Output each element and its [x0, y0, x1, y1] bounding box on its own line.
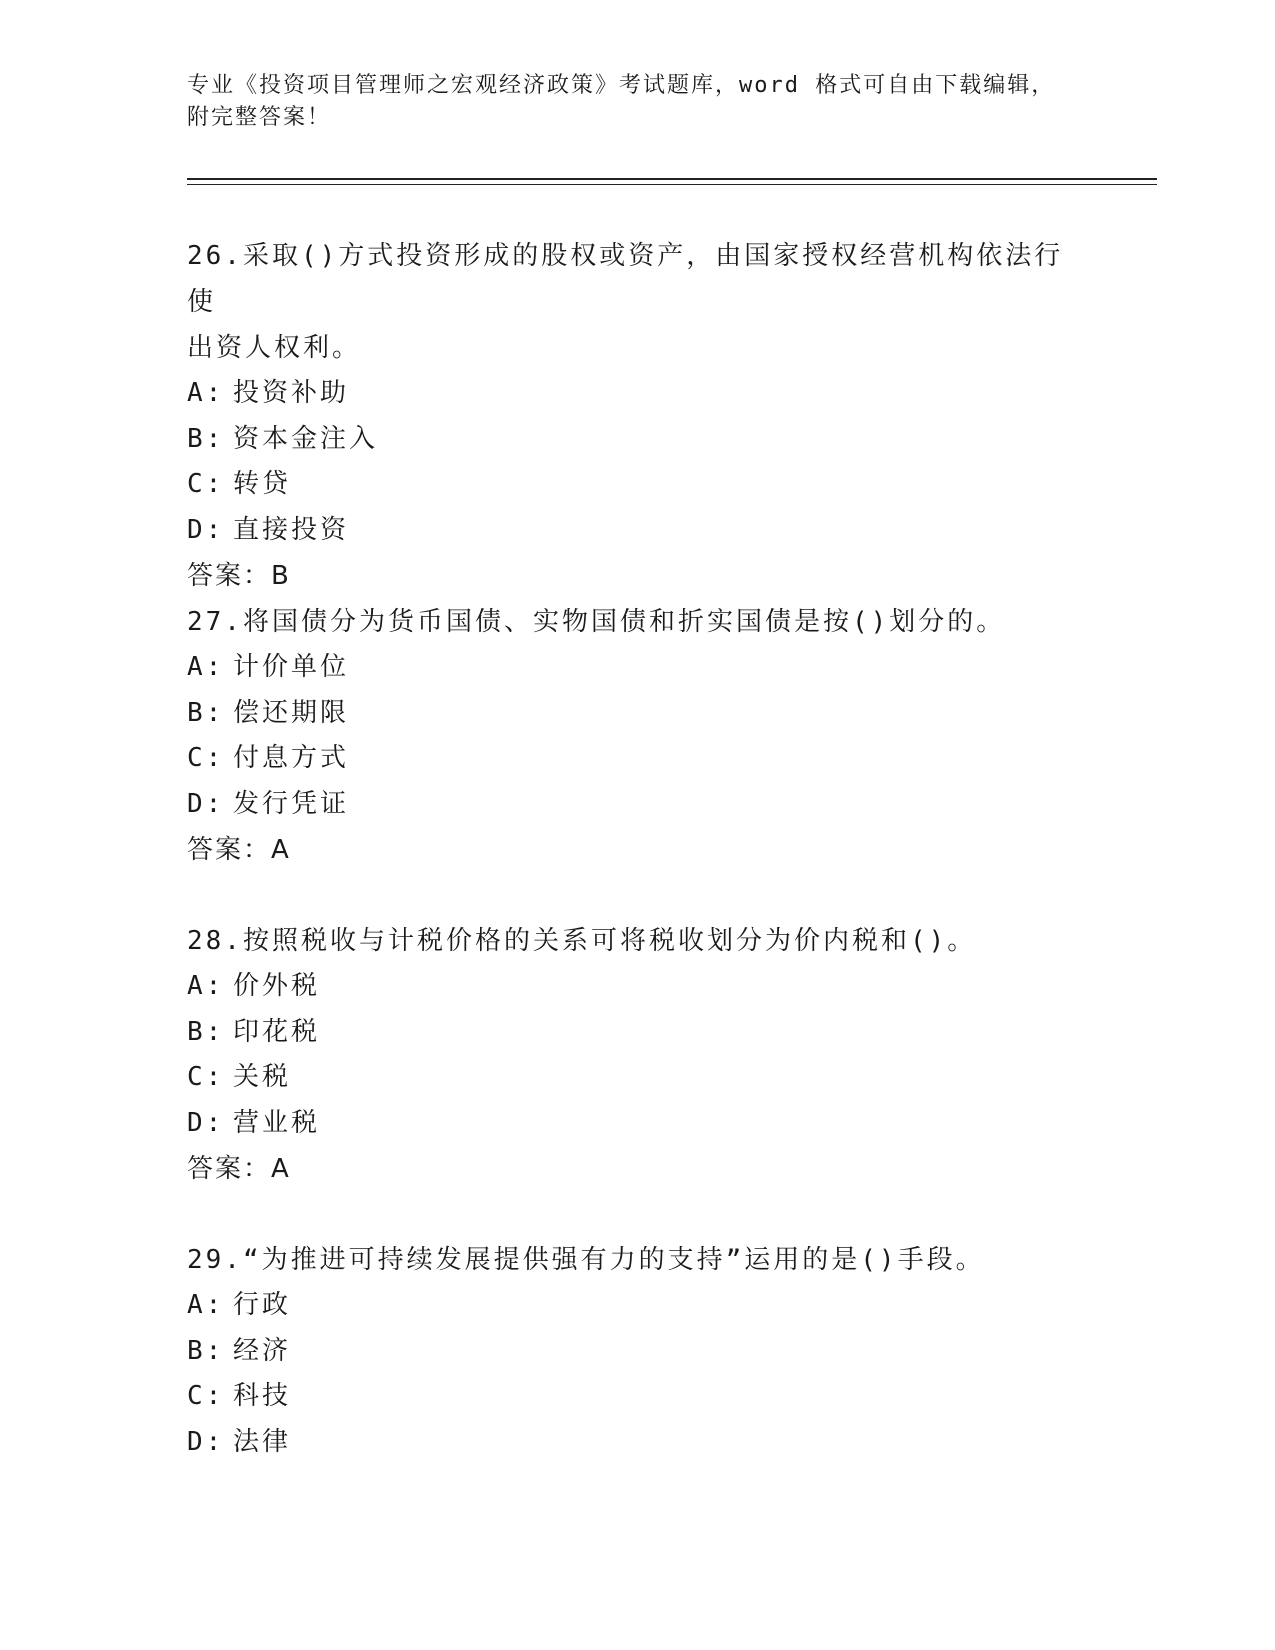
question-stem-line: 27.将国债分为货币国债、实物国债和折实国债是按()划分的。: [187, 607, 1006, 637]
option-text: 关税: [233, 1062, 292, 1092]
option-text: 计价单位: [233, 652, 350, 682]
question-stem: [187, 599, 1087, 645]
question-stem-line: 29.“为推进可持续发展提供强有力的支持”运用的是()手段。: [187, 1245, 985, 1275]
option-a: [187, 371, 1087, 417]
option-text: 资本金注入: [233, 423, 379, 454]
option-label: D:: [187, 788, 225, 819]
option-label: B:: [187, 1016, 225, 1047]
option-c: [187, 1374, 1087, 1420]
option-text: 发行凭证: [233, 788, 350, 819]
answer-line: 答案：A: [187, 1154, 291, 1184]
question-26: [187, 233, 1087, 599]
question-27: [187, 599, 1087, 873]
question-stem: [187, 1237, 1087, 1283]
option-a: [187, 1283, 1087, 1329]
option-label: A:: [187, 378, 225, 408]
option-c: [187, 1055, 1087, 1101]
option-c: [187, 736, 1087, 782]
document-header: [187, 70, 1087, 134]
option-d: [187, 1420, 1087, 1466]
option-label: D:: [187, 1426, 225, 1457]
option-b: [187, 691, 1087, 737]
option-text: 直接投资: [233, 514, 350, 545]
option-text: 偿还期限: [233, 697, 350, 728]
header-divider-thick: [187, 178, 1157, 180]
question-28: [187, 918, 1087, 1192]
question-stem: [187, 233, 1087, 371]
option-label: C:: [187, 1062, 225, 1092]
option-d: [187, 782, 1087, 828]
question-stem-line: 26.采取()方式投资形成的股权或资产，由国家授权经营机构依法行使: [187, 241, 1064, 317]
option-text: 价外税: [233, 971, 321, 1001]
option-d: [187, 1101, 1087, 1147]
option-label: D:: [187, 514, 225, 545]
option-b: [187, 1329, 1087, 1375]
question-stem: [187, 918, 1087, 964]
option-label: A:: [187, 971, 225, 1001]
option-label: C:: [187, 743, 225, 773]
option-a: [187, 964, 1087, 1010]
option-label: B:: [187, 697, 225, 728]
option-a: [187, 645, 1087, 691]
option-label: B:: [187, 1335, 225, 1366]
option-b: [187, 1010, 1087, 1056]
option-text: 印花税: [233, 1016, 321, 1047]
question-stem-line: 28.按照税收与计税价格的关系可将税收划分为价内税和()。: [187, 926, 977, 956]
option-label: C:: [187, 1381, 225, 1411]
option-text: 行政: [233, 1290, 292, 1320]
option-text: 转贷: [233, 469, 292, 499]
question-29: [187, 1237, 1087, 1465]
header-line-1: 专业《投资项目管理师之宏观经济政策》考试题库，word 格式可自由下载编辑，: [187, 73, 1056, 98]
option-label: B:: [187, 423, 225, 454]
header-divider-thin: [187, 184, 1157, 185]
option-text: 营业税: [233, 1107, 321, 1138]
option-text: 付息方式: [233, 743, 350, 773]
option-c: [187, 462, 1087, 508]
option-label: A:: [187, 1290, 225, 1320]
question-stem-line: 出资人权利。: [187, 333, 362, 363]
option-d: [187, 508, 1087, 554]
option-label: A:: [187, 652, 225, 682]
header-line-2: 附完整答案！: [187, 105, 332, 130]
answer-line: 答案：B: [187, 561, 291, 591]
option-text: 科技: [233, 1381, 292, 1411]
option-text: 经济: [233, 1335, 292, 1366]
option-label: D:: [187, 1107, 225, 1138]
option-text: 法律: [233, 1426, 292, 1457]
option-label: C:: [187, 469, 225, 499]
answer-line: 答案：A: [187, 835, 291, 865]
option-text: 投资补助: [233, 378, 350, 408]
option-b: [187, 417, 1087, 463]
